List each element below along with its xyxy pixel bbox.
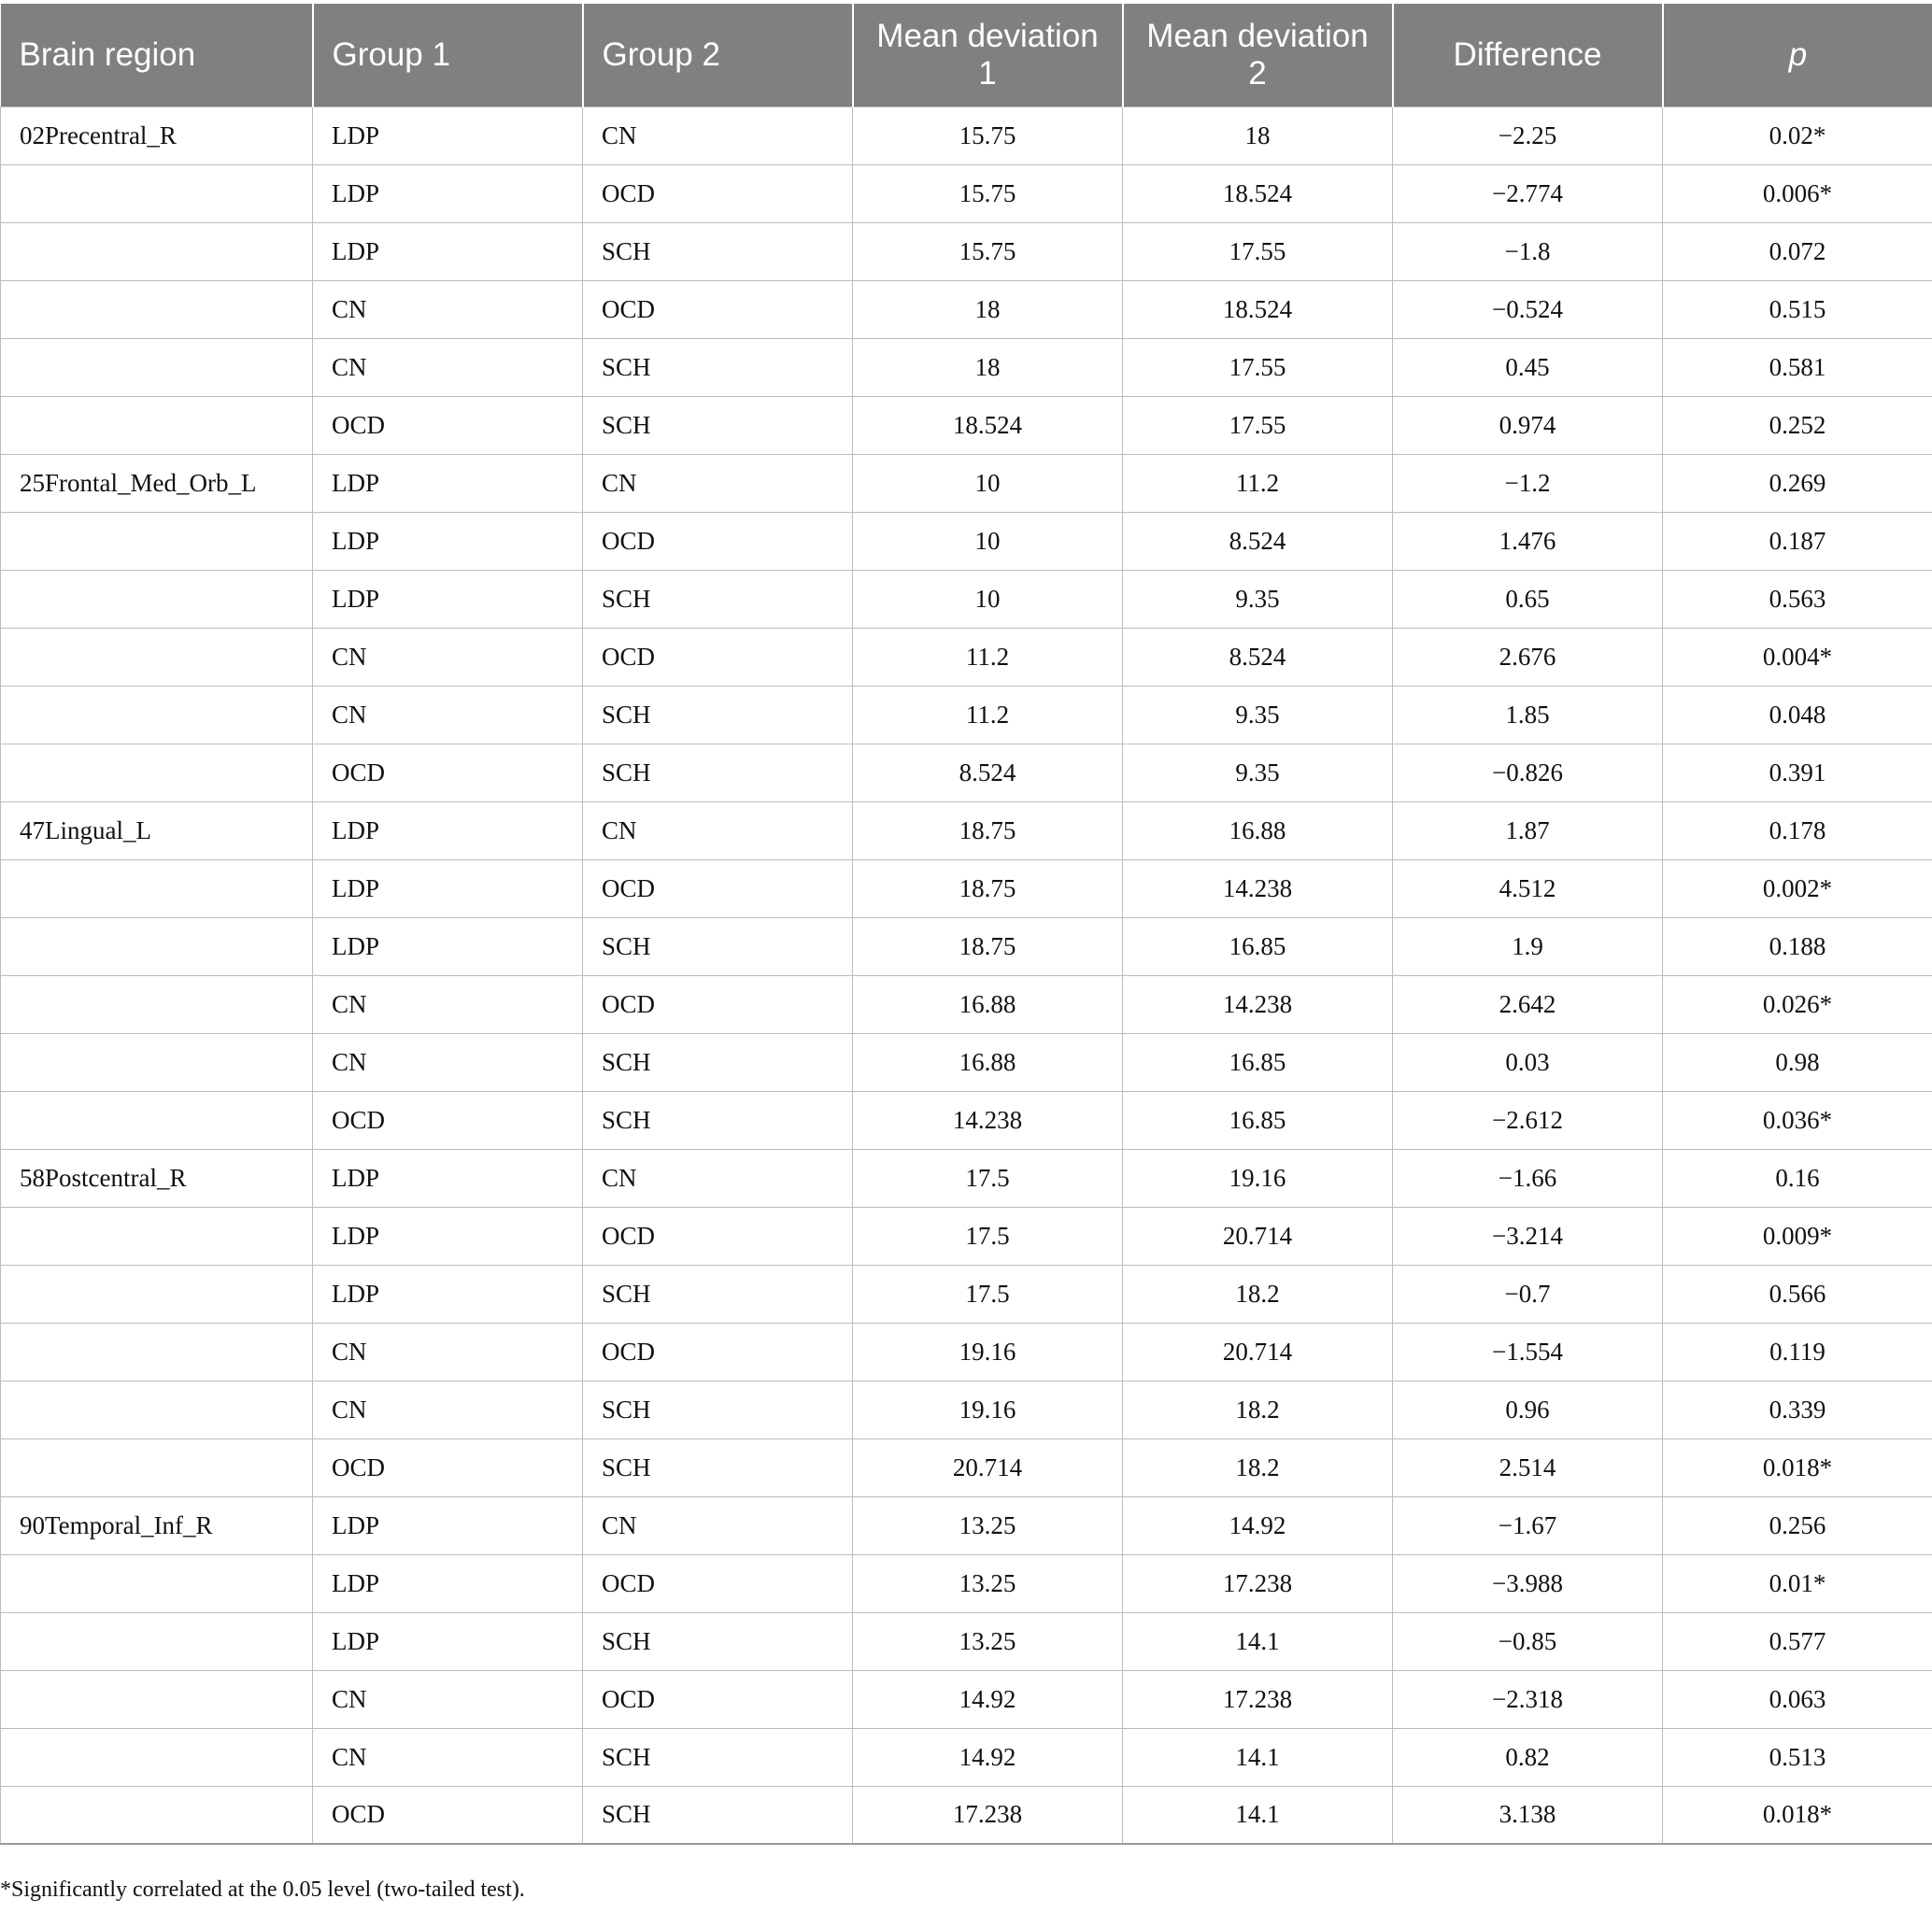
table-row [1, 1554, 1932, 1612]
group-2-cell: OCD [583, 164, 853, 222]
group-2-cell: OCD [583, 859, 853, 917]
brain-region-cell [1, 1381, 313, 1438]
difference-cell: 1.9 [1393, 917, 1663, 975]
mean-deviation-1-cell: 17.5 [853, 1207, 1123, 1265]
brain-region-cell [1, 1786, 313, 1844]
table-row [1, 628, 1932, 686]
p-value-cell: 0.178 [1663, 801, 1932, 859]
mean-deviation-1-cell: 14.238 [853, 1091, 1123, 1149]
p-value-cell: 0.577 [1663, 1612, 1932, 1670]
mean-deviation-1-cell: 17.5 [853, 1149, 1123, 1207]
brain-region-cell [1, 1670, 313, 1728]
group-1-cell: OCD [313, 396, 583, 454]
group-2-cell: SCH [583, 396, 853, 454]
p-value-cell: 0.513 [1663, 1728, 1932, 1786]
table-row [1, 396, 1932, 454]
p-value-cell: 0.026* [1663, 975, 1932, 1033]
brain-region-cell [1, 975, 313, 1033]
difference-cell: 0.65 [1393, 570, 1663, 628]
mean-deviation-1-cell: 15.75 [853, 164, 1123, 222]
mean-deviation-1-cell: 18 [853, 280, 1123, 338]
group-1-cell: CN [313, 1670, 583, 1728]
mean-deviation-2-cell: 19.16 [1123, 1149, 1393, 1207]
group-2-cell: SCH [583, 744, 853, 801]
p-value-cell: 0.252 [1663, 396, 1932, 454]
difference-cell: −1.66 [1393, 1149, 1663, 1207]
p-value-cell: 0.16 [1663, 1149, 1932, 1207]
group-2-cell: SCH [583, 338, 853, 396]
group-2-cell: OCD [583, 1323, 853, 1381]
p-value-cell: 0.063 [1663, 1670, 1932, 1728]
difference-cell: −3.988 [1393, 1554, 1663, 1612]
mean-deviation-2-cell: 17.238 [1123, 1670, 1393, 1728]
mean-deviation-2-cell: 16.88 [1123, 801, 1393, 859]
brain-region-cell [1, 570, 313, 628]
mean-deviation-1-cell: 16.88 [853, 975, 1123, 1033]
p-value-cell: 0.006* [1663, 164, 1932, 222]
mean-deviation-1-cell: 11.2 [853, 628, 1123, 686]
table-row [1, 1438, 1932, 1496]
mean-deviation-1-cell: 18.75 [853, 801, 1123, 859]
difference-cell: 2.642 [1393, 975, 1663, 1033]
group-1-cell: OCD [313, 744, 583, 801]
group-2-cell: OCD [583, 512, 853, 570]
group-1-cell: LDP [313, 1612, 583, 1670]
group-2-cell: SCH [583, 1381, 853, 1438]
group-1-cell: LDP [313, 917, 583, 975]
difference-cell: 1.476 [1393, 512, 1663, 570]
difference-cell: 3.138 [1393, 1786, 1663, 1844]
table-row [1, 1496, 1932, 1554]
group-2-cell: CN [583, 1149, 853, 1207]
mean-deviation-1-cell: 14.92 [853, 1670, 1123, 1728]
group-2-cell: SCH [583, 1091, 853, 1149]
header-mean-deviation-1: Mean deviation 1 [853, 4, 1123, 106]
group-1-cell: LDP [313, 512, 583, 570]
group-1-cell: CN [313, 280, 583, 338]
mean-deviation-2-cell: 20.714 [1123, 1207, 1393, 1265]
table-row [1, 570, 1932, 628]
table-row [1, 1612, 1932, 1670]
group-2-cell: SCH [583, 1033, 853, 1091]
mean-deviation-2-cell: 18.524 [1123, 164, 1393, 222]
mean-deviation-2-cell: 17.238 [1123, 1554, 1393, 1612]
group-1-cell: OCD [313, 1786, 583, 1844]
brain-region-cell [1, 859, 313, 917]
p-value-cell: 0.02* [1663, 106, 1932, 164]
p-value-cell: 0.515 [1663, 280, 1932, 338]
brain-region-cell [1, 1728, 313, 1786]
mean-deviation-2-cell: 9.35 [1123, 570, 1393, 628]
difference-cell: −2.25 [1393, 106, 1663, 164]
brain-region-cell [1, 1265, 313, 1323]
table-row [1, 1091, 1932, 1149]
difference-cell: 0.96 [1393, 1381, 1663, 1438]
table-row [1, 222, 1932, 280]
brain-region-cell [1, 338, 313, 396]
p-value-cell: 0.072 [1663, 222, 1932, 280]
brain-region-cell [1, 628, 313, 686]
group-2-cell: SCH [583, 917, 853, 975]
group-1-cell: OCD [313, 1091, 583, 1149]
difference-cell: −2.318 [1393, 1670, 1663, 1728]
group-2-cell: SCH [583, 222, 853, 280]
p-value-cell: 0.01* [1663, 1554, 1932, 1612]
mean-deviation-2-cell: 16.85 [1123, 1033, 1393, 1091]
difference-cell: 2.514 [1393, 1438, 1663, 1496]
group-2-cell: CN [583, 106, 853, 164]
difference-cell: −2.612 [1393, 1091, 1663, 1149]
group-2-cell: OCD [583, 1207, 853, 1265]
difference-cell: −1.8 [1393, 222, 1663, 280]
brain-region-cell [1, 222, 313, 280]
mean-deviation-1-cell: 10 [853, 512, 1123, 570]
mean-deviation-2-cell: 17.55 [1123, 396, 1393, 454]
brain-region-cell [1, 280, 313, 338]
mean-deviation-1-cell: 18.524 [853, 396, 1123, 454]
brain-region-cell [1, 686, 313, 744]
table-row [1, 1670, 1932, 1728]
group-2-cell: SCH [583, 1438, 853, 1496]
group-2-cell: SCH [583, 686, 853, 744]
brain-region-cell: 47Lingual_L [1, 801, 313, 859]
mean-deviation-1-cell: 13.25 [853, 1612, 1123, 1670]
group-2-cell: SCH [583, 1612, 853, 1670]
group-2-cell: OCD [583, 975, 853, 1033]
table-row [1, 338, 1932, 396]
p-value-cell: 0.119 [1663, 1323, 1932, 1381]
group-1-cell: CN [313, 1323, 583, 1381]
mean-deviation-2-cell: 16.85 [1123, 917, 1393, 975]
brain-region-cell [1, 164, 313, 222]
difference-cell: −0.826 [1393, 744, 1663, 801]
group-2-cell: SCH [583, 1786, 853, 1844]
mean-deviation-1-cell: 17.238 [853, 1786, 1123, 1844]
p-value-cell: 0.187 [1663, 512, 1932, 570]
group-1-cell: LDP [313, 801, 583, 859]
brain-region-cell: 02Precentral_R [1, 106, 313, 164]
p-value-cell: 0.036* [1663, 1091, 1932, 1149]
group-1-cell: LDP [313, 570, 583, 628]
difference-cell: 1.87 [1393, 801, 1663, 859]
brain-region-cell [1, 1612, 313, 1670]
group-1-cell: CN [313, 338, 583, 396]
difference-cell: −2.774 [1393, 164, 1663, 222]
mean-deviation-2-cell: 14.1 [1123, 1612, 1393, 1670]
table-row [1, 859, 1932, 917]
mean-deviation-1-cell: 19.16 [853, 1323, 1123, 1381]
group-1-cell: LDP [313, 1554, 583, 1612]
brain-region-cell [1, 744, 313, 801]
group-1-cell: CN [313, 975, 583, 1033]
group-1-cell: LDP [313, 1265, 583, 1323]
mean-deviation-2-cell: 8.524 [1123, 628, 1393, 686]
mean-deviation-2-cell: 18 [1123, 106, 1393, 164]
difference-cell: −1.67 [1393, 1496, 1663, 1554]
table-row [1, 975, 1932, 1033]
table-row [1, 1323, 1932, 1381]
table-row [1, 512, 1932, 570]
group-1-cell: LDP [313, 859, 583, 917]
group-1-cell: LDP [313, 222, 583, 280]
mean-deviation-1-cell: 8.524 [853, 744, 1123, 801]
difference-cell: 0.974 [1393, 396, 1663, 454]
mean-deviation-2-cell: 8.524 [1123, 512, 1393, 570]
difference-cell: −0.85 [1393, 1612, 1663, 1670]
mean-deviation-2-cell: 9.35 [1123, 686, 1393, 744]
mean-deviation-2-cell: 14.92 [1123, 1496, 1393, 1554]
mean-deviation-1-cell: 13.25 [853, 1496, 1123, 1554]
p-value-cell: 0.339 [1663, 1381, 1932, 1438]
group-1-cell: CN [313, 686, 583, 744]
p-value-cell: 0.048 [1663, 686, 1932, 744]
table-row [1, 164, 1932, 222]
table-row [1, 1728, 1932, 1786]
table-row [1, 917, 1932, 975]
table-row [1, 744, 1932, 801]
mean-deviation-1-cell: 14.92 [853, 1728, 1123, 1786]
mean-deviation-2-cell: 11.2 [1123, 454, 1393, 512]
header-brain-region: Brain region [1, 4, 313, 106]
mean-deviation-1-cell: 11.2 [853, 686, 1123, 744]
group-2-cell: CN [583, 1496, 853, 1554]
p-value-cell: 0.188 [1663, 917, 1932, 975]
p-value-cell: 0.269 [1663, 454, 1932, 512]
group-2-cell: OCD [583, 1670, 853, 1728]
p-value-cell: 0.563 [1663, 570, 1932, 628]
mean-deviation-1-cell: 18.75 [853, 917, 1123, 975]
group-1-cell: CN [313, 1033, 583, 1091]
group-1-cell: OCD [313, 1438, 583, 1496]
group-1-cell: CN [313, 1728, 583, 1786]
group-1-cell: LDP [313, 454, 583, 512]
difference-cell: 2.676 [1393, 628, 1663, 686]
brain-region-cell [1, 917, 313, 975]
group-2-cell: OCD [583, 628, 853, 686]
group-1-cell: LDP [313, 106, 583, 164]
p-value-cell: 0.566 [1663, 1265, 1932, 1323]
brain-region-cell [1, 396, 313, 454]
table-row [1, 686, 1932, 744]
p-value-cell: 0.004* [1663, 628, 1932, 686]
group-2-cell: CN [583, 801, 853, 859]
header-mean-deviation-2: Mean deviation 2 [1123, 4, 1393, 106]
header-difference: Difference [1393, 4, 1663, 106]
mean-deviation-2-cell: 17.55 [1123, 222, 1393, 280]
header-group-2: Group 2 [583, 4, 853, 106]
mean-deviation-2-cell: 16.85 [1123, 1091, 1393, 1149]
difference-cell: 0.03 [1393, 1033, 1663, 1091]
difference-cell: −3.214 [1393, 1207, 1663, 1265]
mean-deviation-1-cell: 17.5 [853, 1265, 1123, 1323]
difference-cell: −1.554 [1393, 1323, 1663, 1381]
brain-region-cell [1, 1323, 313, 1381]
table-row [1, 280, 1932, 338]
difference-cell: −0.524 [1393, 280, 1663, 338]
brain-region-cell [1, 1207, 313, 1265]
mean-deviation-2-cell: 20.714 [1123, 1323, 1393, 1381]
mean-deviation-1-cell: 15.75 [853, 106, 1123, 164]
group-1-cell: LDP [313, 164, 583, 222]
mean-deviation-2-cell: 18.2 [1123, 1265, 1393, 1323]
table-header [1, 4, 1932, 106]
mean-deviation-2-cell: 17.55 [1123, 338, 1393, 396]
table-row [1, 1265, 1932, 1323]
header-row [1, 4, 1932, 106]
table-row [1, 801, 1932, 859]
results-table-container [0, 4, 1932, 1845]
mean-deviation-1-cell: 16.88 [853, 1033, 1123, 1091]
header-group-1: Group 1 [313, 4, 583, 106]
group-2-cell: OCD [583, 1554, 853, 1612]
group-2-cell: OCD [583, 280, 853, 338]
mean-deviation-1-cell: 20.714 [853, 1438, 1123, 1496]
difference-cell: 0.82 [1393, 1728, 1663, 1786]
difference-cell: 1.85 [1393, 686, 1663, 744]
brain-region-cell: 25Frontal_Med_Orb_L [1, 454, 313, 512]
brain-region-cell: 58Postcentral_R [1, 1149, 313, 1207]
mean-deviation-1-cell: 10 [853, 454, 1123, 512]
mean-deviation-2-cell: 14.1 [1123, 1728, 1393, 1786]
difference-cell: 4.512 [1393, 859, 1663, 917]
group-1-cell: LDP [313, 1496, 583, 1554]
mean-deviation-1-cell: 19.16 [853, 1381, 1123, 1438]
mean-deviation-2-cell: 14.1 [1123, 1786, 1393, 1844]
group-1-cell: LDP [313, 1149, 583, 1207]
difference-cell: −1.2 [1393, 454, 1663, 512]
table-row [1, 454, 1932, 512]
p-value-cell: 0.391 [1663, 744, 1932, 801]
table-row [1, 1033, 1932, 1091]
table-body [1, 106, 1932, 1844]
mean-deviation-2-cell: 9.35 [1123, 744, 1393, 801]
p-value-cell: 0.002* [1663, 859, 1932, 917]
p-value-cell: 0.018* [1663, 1786, 1932, 1844]
p-value-cell: 0.018* [1663, 1438, 1932, 1496]
group-1-cell: CN [313, 1381, 583, 1438]
group-2-cell: CN [583, 454, 853, 512]
mean-deviation-1-cell: 15.75 [853, 222, 1123, 280]
table-row [1, 106, 1932, 164]
group-2-cell: SCH [583, 1265, 853, 1323]
difference-cell: −0.7 [1393, 1265, 1663, 1323]
mean-deviation-2-cell: 18.2 [1123, 1438, 1393, 1496]
difference-cell: 0.45 [1393, 338, 1663, 396]
mean-deviation-2-cell: 14.238 [1123, 975, 1393, 1033]
p-value-cell: 0.009* [1663, 1207, 1932, 1265]
mean-deviation-1-cell: 13.25 [853, 1554, 1123, 1612]
brain-region-cell [1, 1033, 313, 1091]
mean-deviation-2-cell: 18.524 [1123, 280, 1393, 338]
brain-region-cell [1, 1554, 313, 1612]
brain-region-cell: 90Temporal_Inf_R [1, 1496, 313, 1554]
p-value-cell: 0.581 [1663, 338, 1932, 396]
table-row [1, 1786, 1932, 1844]
header-p-value: p [1663, 4, 1932, 106]
mean-deviation-2-cell: 14.238 [1123, 859, 1393, 917]
mean-deviation-1-cell: 18 [853, 338, 1123, 396]
brain-region-cell [1, 1091, 313, 1149]
group-2-cell: SCH [583, 1728, 853, 1786]
mean-deviation-2-cell: 18.2 [1123, 1381, 1393, 1438]
p-value-cell: 0.256 [1663, 1496, 1932, 1554]
p-value-cell: 0.98 [1663, 1033, 1932, 1091]
brain-region-cell [1, 1438, 313, 1496]
table-row [1, 1149, 1932, 1207]
table-row [1, 1381, 1932, 1438]
table-row [1, 1207, 1932, 1265]
mean-deviation-1-cell: 18.75 [853, 859, 1123, 917]
brain-region-cell [1, 512, 313, 570]
table-footnote: *Significantly correlated at the 0.05 level (two-tailed test). [0, 1878, 525, 1902]
group-1-cell: CN [313, 628, 583, 686]
results-table [0, 4, 1932, 1845]
group-1-cell: LDP [313, 1207, 583, 1265]
mean-deviation-1-cell: 10 [853, 570, 1123, 628]
group-2-cell: SCH [583, 570, 853, 628]
